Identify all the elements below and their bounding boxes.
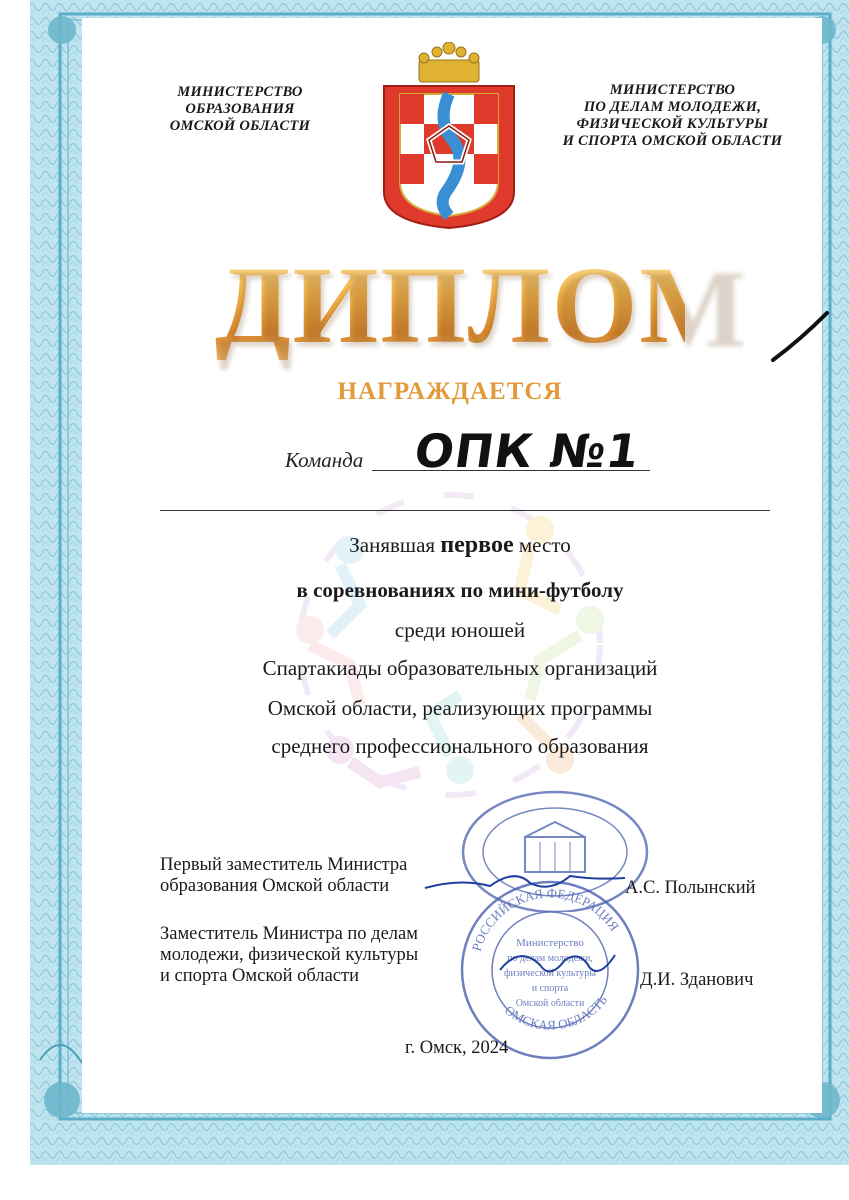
awarded-heading: НАГРАЖДАЕТСЯ (337, 378, 563, 405)
competition-line: в соревнованиях по мини-футболу (296, 578, 624, 602)
place-line: Занявшая первое место (349, 532, 571, 558)
team-label: Команда (285, 448, 364, 472)
svg-text:ОМСКАЯ ОБЛАСТЬ: ОМСКАЯ ОБЛАСТЬ (501, 992, 611, 1033)
team-name-handwritten: ОПК №1 (411, 424, 644, 478)
stamp-line-4: и спорта (531, 983, 569, 994)
education-line: среднего профессионального образования (271, 734, 649, 758)
city-year: г. Омск, 2024 (405, 1038, 509, 1058)
diploma-title: ДИПЛОМ (215, 244, 746, 366)
category-line: среди юношей (394, 618, 526, 642)
svg-text:РОССИЙСКАЯ ФЕДЕРАЦИЯ: РОССИЙСКАЯ ФЕДЕРАЦИЯ (468, 885, 623, 953)
region-line: Омской области, реализующих программы (267, 696, 653, 720)
omsk-coat-of-arms-icon (376, 42, 522, 230)
spartakiad-line: Спартакиады образовательных организаций (262, 656, 658, 680)
stamp-line-3: физической культуры (504, 968, 596, 979)
signatory-2-name: Д.И. Зданович (640, 970, 754, 990)
blank-underline (160, 510, 770, 511)
signatory-2-position: Заместитель Министра по делам молодежи, физической культуры и спорта Омской области (160, 924, 419, 986)
signature-1-handwritten (420, 858, 630, 898)
ministry-education-left: МИНИСТЕРСТВО ОБРАЗОВАНИЯ ОМСКОЙ ОБЛАСТИ (169, 84, 311, 134)
stamp-line-5: Омской области (515, 998, 585, 1009)
signatory-1-position: Первый заместитель Министра образования Омской области (160, 855, 408, 896)
signatory-1-name: А.С. Полынский (625, 878, 756, 898)
signature-2-handwritten (490, 940, 620, 985)
stamp-line-2: по делам молодежи, (507, 953, 593, 964)
sports-watermark (270, 470, 630, 820)
pen-mark (765, 305, 835, 375)
ministry-youth-sport-right: МИНИСТЕРСТВО ПО ДЕЛАМ МОЛОДЕЖИ, ФИЗИЧЕСКОЙ КУЛЬТУРЫ И СПОРТА ОМСКОЙ ОБЛАСТИ (562, 82, 783, 149)
place-value: первое (440, 532, 514, 558)
stamp-line-1: Министерство (516, 937, 584, 949)
